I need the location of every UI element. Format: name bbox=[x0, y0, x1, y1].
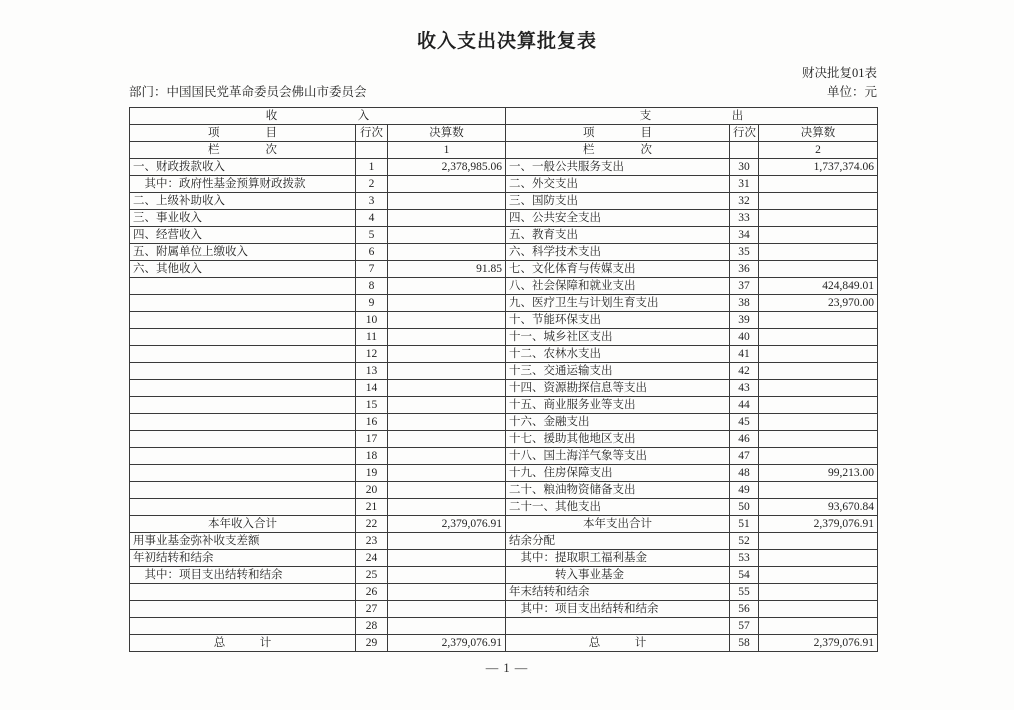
income-item-cell: 一、财政拨款收入 bbox=[130, 159, 356, 176]
expense-rowno-cell: 58 bbox=[730, 635, 759, 652]
expense-item-cell: 十六、金融支出 bbox=[506, 414, 730, 431]
expense-item-cell: 十、节能环保支出 bbox=[506, 312, 730, 329]
income-rowno-cell: 4 bbox=[356, 210, 388, 227]
expense-rowno-cell: 56 bbox=[730, 601, 759, 618]
income-item-cell bbox=[130, 295, 356, 312]
income-rowno-cell: 27 bbox=[356, 601, 388, 618]
income-item-cell bbox=[130, 448, 356, 465]
expense-rowno-cell: 40 bbox=[730, 329, 759, 346]
income-amount-cell bbox=[388, 193, 506, 210]
income-amount-cell bbox=[388, 244, 506, 261]
income-item-cell: 本年收入合计 bbox=[130, 516, 356, 533]
income-item-cell bbox=[130, 465, 356, 482]
income-item-cell bbox=[130, 431, 356, 448]
expense-rowno-cell: 44 bbox=[730, 397, 759, 414]
final-accounts-table bbox=[129, 107, 878, 652]
income-amount-cell bbox=[388, 431, 506, 448]
income-rowno-cell: 7 bbox=[356, 261, 388, 278]
expense-rowno-cell: 36 bbox=[730, 261, 759, 278]
expense-amount-cell bbox=[759, 567, 878, 584]
income-amount-cell bbox=[388, 567, 506, 584]
expense-amount-cell bbox=[759, 533, 878, 550]
section-header-row bbox=[130, 108, 878, 125]
expense-item-cell: 其中：项目支出结转和结余 bbox=[506, 601, 730, 618]
income-amount-cell bbox=[388, 227, 506, 244]
expense-amount-cell: 99,213.00 bbox=[759, 465, 878, 482]
income-rowno-cell: 23 bbox=[356, 533, 388, 550]
income-section-header: 收 入 bbox=[130, 108, 506, 125]
table-row bbox=[130, 210, 878, 227]
table-row bbox=[130, 635, 878, 652]
income-amount-cell: 2,378,985.06 bbox=[388, 159, 506, 176]
expense-rowno-cell: 34 bbox=[730, 227, 759, 244]
table-row bbox=[130, 516, 878, 533]
expense-item-cell: 九、医疗卫生与计划生育支出 bbox=[506, 295, 730, 312]
table-row bbox=[130, 550, 878, 567]
income-item-cell: 六、其他收入 bbox=[130, 261, 356, 278]
income-amount-cell bbox=[388, 176, 506, 193]
income-rowno-cell: 28 bbox=[356, 618, 388, 635]
table-row bbox=[130, 227, 878, 244]
table-row bbox=[130, 601, 878, 618]
income-rowno-cell: 19 bbox=[356, 465, 388, 482]
income-rowno-cell: 17 bbox=[356, 431, 388, 448]
meta-line bbox=[129, 82, 877, 100]
income-rowno-cell: 26 bbox=[356, 584, 388, 601]
income-rowno-cell: 16 bbox=[356, 414, 388, 431]
income-rowno-cell: 6 bbox=[356, 244, 388, 261]
expense-item-cell: 十三、交通运输支出 bbox=[506, 363, 730, 380]
expense-rowno-header: 行次 bbox=[730, 125, 759, 142]
expense-amount-cell: 2,379,076.91 bbox=[759, 635, 878, 652]
income-item-cell bbox=[130, 312, 356, 329]
expense-item-cell: 十九、住房保障支出 bbox=[506, 465, 730, 482]
income-amount-cell bbox=[388, 601, 506, 618]
expense-item-cell: 八、社会保障和就业支出 bbox=[506, 278, 730, 295]
expense-item-cell: 十四、资源勘探信息等支出 bbox=[506, 380, 730, 397]
income-rowno-cell: 25 bbox=[356, 567, 388, 584]
income-item-cell: 其中：政府性基金预算财政拨款 bbox=[130, 176, 356, 193]
income-rowno-cell: 29 bbox=[356, 635, 388, 652]
expense-rowno-cell: 48 bbox=[730, 465, 759, 482]
expense-amount-cell: 23,970.00 bbox=[759, 295, 878, 312]
expense-item-cell: 十一、城乡社区支出 bbox=[506, 329, 730, 346]
expense-rowno-cell: 54 bbox=[730, 567, 759, 584]
income-item-cell bbox=[130, 584, 356, 601]
income-rowno-cell: 1 bbox=[356, 159, 388, 176]
income-item-cell: 其中：项目支出结转和结余 bbox=[130, 567, 356, 584]
income-amount-cell bbox=[388, 414, 506, 431]
expense-amount-cell bbox=[759, 210, 878, 227]
expense-amount-cell bbox=[759, 431, 878, 448]
income-item-cell bbox=[130, 329, 356, 346]
table-row bbox=[130, 261, 878, 278]
income-amount-cell: 2,379,076.91 bbox=[388, 516, 506, 533]
expense-section-header: 支 出 bbox=[506, 108, 878, 125]
column-index-row bbox=[130, 142, 878, 159]
income-amount-cell bbox=[388, 346, 506, 363]
income-col-index: 1 bbox=[388, 142, 506, 159]
income-amount-cell bbox=[388, 499, 506, 516]
expense-rowno-cell: 31 bbox=[730, 176, 759, 193]
expense-item-cell: 六、科学技术支出 bbox=[506, 244, 730, 261]
income-rowno-cell: 2 bbox=[356, 176, 388, 193]
table-row bbox=[130, 414, 878, 431]
income-item-cell bbox=[130, 601, 356, 618]
income-rowno-cell: 5 bbox=[356, 227, 388, 244]
expense-rowno-cell: 45 bbox=[730, 414, 759, 431]
income-rowno-cell: 22 bbox=[356, 516, 388, 533]
table-row bbox=[130, 380, 878, 397]
income-rowno-cell: 15 bbox=[356, 397, 388, 414]
expense-rowno-cell: 42 bbox=[730, 363, 759, 380]
expense-rowno-cell: 51 bbox=[730, 516, 759, 533]
expense-rowno-cell: 32 bbox=[730, 193, 759, 210]
table-row bbox=[130, 295, 878, 312]
expense-rowno-cell: 46 bbox=[730, 431, 759, 448]
table-row bbox=[130, 567, 878, 584]
table-row bbox=[130, 465, 878, 482]
table-row bbox=[130, 448, 878, 465]
expense-amount-cell: 2,379,076.91 bbox=[759, 516, 878, 533]
expense-item-cell: 本年支出合计 bbox=[506, 516, 730, 533]
income-rowno-header: 行次 bbox=[356, 125, 388, 142]
expense-rowno-cell: 33 bbox=[730, 210, 759, 227]
income-rowno-cell: 9 bbox=[356, 295, 388, 312]
income-amount-cell bbox=[388, 448, 506, 465]
expense-item-cell: 二十一、其他支出 bbox=[506, 499, 730, 516]
income-amount-cell bbox=[388, 584, 506, 601]
expense-item-cell: 二、外交支出 bbox=[506, 176, 730, 193]
expense-item-cell: 三、国防支出 bbox=[506, 193, 730, 210]
expense-rowno-cell: 37 bbox=[730, 278, 759, 295]
expense-item-cell: 七、文化体育与传媒支出 bbox=[506, 261, 730, 278]
income-amount-cell bbox=[388, 380, 506, 397]
expense-item-cell: 结余分配 bbox=[506, 533, 730, 550]
expense-amount-cell bbox=[759, 380, 878, 397]
income-amount-cell bbox=[388, 550, 506, 567]
table-row bbox=[130, 312, 878, 329]
income-amount-cell bbox=[388, 363, 506, 380]
page-title: 收入支出决算批复表 bbox=[416, 31, 597, 52]
table-row bbox=[130, 618, 878, 635]
income-rank-empty bbox=[356, 142, 388, 159]
table-row bbox=[130, 482, 878, 499]
income-amount-cell bbox=[388, 482, 506, 499]
unit-label: 单位：元 bbox=[826, 85, 877, 99]
expense-amount-cell bbox=[759, 176, 878, 193]
expense-amount-cell bbox=[759, 312, 878, 329]
expense-rowno-cell: 35 bbox=[730, 244, 759, 261]
expense-item-cell: 总 计 bbox=[506, 635, 730, 652]
expense-amount-cell bbox=[759, 414, 878, 431]
expense-rowno-cell: 49 bbox=[730, 482, 759, 499]
expense-amount-cell bbox=[759, 601, 878, 618]
expense-item-cell: 年末结转和结余 bbox=[506, 584, 730, 601]
income-item-header: 项 目 bbox=[130, 125, 356, 142]
table-row bbox=[130, 278, 878, 295]
income-rowno-cell: 13 bbox=[356, 363, 388, 380]
income-item-cell bbox=[130, 363, 356, 380]
expense-amount-cell bbox=[759, 584, 878, 601]
expense-item-cell: 十五、商业服务业等支出 bbox=[506, 397, 730, 414]
form-code: 财决批复01表 bbox=[801, 66, 877, 80]
expense-amount-cell: 1,737,374.06 bbox=[759, 159, 878, 176]
expense-item-cell: 十八、国土海洋气象等支出 bbox=[506, 448, 730, 465]
income-item-cell: 用事业基金弥补收支差额 bbox=[130, 533, 356, 550]
income-item-cell: 年初结转和结余 bbox=[130, 550, 356, 567]
income-rowno-cell: 18 bbox=[356, 448, 388, 465]
expense-item-cell: 一、一般公共服务支出 bbox=[506, 159, 730, 176]
income-item-cell bbox=[130, 482, 356, 499]
table-row bbox=[130, 193, 878, 210]
expense-amount-cell bbox=[759, 618, 878, 635]
income-amount-cell bbox=[388, 295, 506, 312]
page-number: — 1 — bbox=[485, 661, 529, 675]
table-row bbox=[130, 584, 878, 601]
expense-item-cell: 十七、援助其他地区支出 bbox=[506, 431, 730, 448]
expense-amount-cell bbox=[759, 261, 878, 278]
expense-item-cell: 十二、农林水支出 bbox=[506, 346, 730, 363]
expense-rowno-cell: 52 bbox=[730, 533, 759, 550]
table-row bbox=[130, 431, 878, 448]
expense-item-cell: 转入事业基金 bbox=[506, 567, 730, 584]
income-rowno-cell: 11 bbox=[356, 329, 388, 346]
expense-rowno-cell: 41 bbox=[730, 346, 759, 363]
expense-item-cell: 四、公共安全支出 bbox=[506, 210, 730, 227]
table-row bbox=[130, 346, 878, 363]
income-item-cell bbox=[130, 618, 356, 635]
expense-amount-header: 决算数 bbox=[759, 125, 878, 142]
expense-col-index: 2 bbox=[759, 142, 878, 159]
income-amount-cell bbox=[388, 329, 506, 346]
table-row bbox=[130, 244, 878, 261]
expense-amount-cell: 424,849.01 bbox=[759, 278, 878, 295]
expense-rowno-cell: 39 bbox=[730, 312, 759, 329]
expense-rowno-cell: 53 bbox=[730, 550, 759, 567]
income-item-cell bbox=[130, 380, 356, 397]
expense-item-cell bbox=[506, 618, 730, 635]
income-item-cell bbox=[130, 278, 356, 295]
income-rowno-cell: 10 bbox=[356, 312, 388, 329]
income-amount-cell bbox=[388, 397, 506, 414]
income-rowno-cell: 8 bbox=[356, 278, 388, 295]
column-header-row bbox=[130, 125, 878, 142]
expense-amount-cell bbox=[759, 227, 878, 244]
expense-amount-cell: 93,670.84 bbox=[759, 499, 878, 516]
expense-amount-cell bbox=[759, 363, 878, 380]
department-label: 部门：中国国民党革命委员会佛山市委员会 bbox=[129, 85, 367, 99]
expense-rank-header: 栏 次 bbox=[506, 142, 730, 159]
expense-amount-cell bbox=[759, 244, 878, 261]
income-rowno-cell: 21 bbox=[356, 499, 388, 516]
income-amount-header: 决算数 bbox=[388, 125, 506, 142]
expense-item-cell: 五、教育支出 bbox=[506, 227, 730, 244]
expense-amount-cell bbox=[759, 397, 878, 414]
table-row bbox=[130, 159, 878, 176]
income-item-cell: 四、经营收入 bbox=[130, 227, 356, 244]
income-item-cell bbox=[130, 346, 356, 363]
table-row bbox=[130, 176, 878, 193]
income-item-cell bbox=[130, 397, 356, 414]
expense-rowno-cell: 38 bbox=[730, 295, 759, 312]
expense-amount-cell bbox=[759, 329, 878, 346]
expense-rowno-cell: 47 bbox=[730, 448, 759, 465]
income-rank-header: 栏 次 bbox=[130, 142, 356, 159]
expense-item-cell: 二十、粮油物资储备支出 bbox=[506, 482, 730, 499]
income-amount-cell: 91.85 bbox=[388, 261, 506, 278]
expense-amount-cell bbox=[759, 448, 878, 465]
expense-rowno-cell: 30 bbox=[730, 159, 759, 176]
income-amount-cell bbox=[388, 618, 506, 635]
income-amount-cell bbox=[388, 312, 506, 329]
income-item-cell bbox=[130, 414, 356, 431]
table-row bbox=[130, 533, 878, 550]
income-amount-cell bbox=[388, 278, 506, 295]
income-rowno-cell: 20 bbox=[356, 482, 388, 499]
table-row bbox=[130, 329, 878, 346]
income-rowno-cell: 3 bbox=[356, 193, 388, 210]
expense-amount-cell bbox=[759, 482, 878, 499]
income-amount-cell: 2,379,076.91 bbox=[388, 635, 506, 652]
income-amount-cell bbox=[388, 465, 506, 482]
income-item-cell: 总 计 bbox=[130, 635, 356, 652]
expense-amount-cell bbox=[759, 550, 878, 567]
income-item-cell: 五、附属单位上缴收入 bbox=[130, 244, 356, 261]
expense-rowno-cell: 55 bbox=[730, 584, 759, 601]
income-amount-cell bbox=[388, 533, 506, 550]
income-amount-cell bbox=[388, 210, 506, 227]
expense-rank-empty bbox=[730, 142, 759, 159]
expense-rowno-cell: 50 bbox=[730, 499, 759, 516]
expense-rowno-cell: 57 bbox=[730, 618, 759, 635]
expense-rowno-cell: 43 bbox=[730, 380, 759, 397]
expense-item-header: 项 目 bbox=[506, 125, 730, 142]
table-row bbox=[130, 363, 878, 380]
table-row bbox=[130, 499, 878, 516]
expense-amount-cell bbox=[759, 346, 878, 363]
income-rowno-cell: 12 bbox=[356, 346, 388, 363]
income-item-cell bbox=[130, 499, 356, 516]
expense-amount-cell bbox=[759, 193, 878, 210]
income-rowno-cell: 14 bbox=[356, 380, 388, 397]
expense-item-cell: 其中：提取职工福利基金 bbox=[506, 550, 730, 567]
income-rowno-cell: 24 bbox=[356, 550, 388, 567]
table-row bbox=[130, 397, 878, 414]
income-item-cell: 二、上级补助收入 bbox=[130, 193, 356, 210]
income-item-cell: 三、事业收入 bbox=[130, 210, 356, 227]
